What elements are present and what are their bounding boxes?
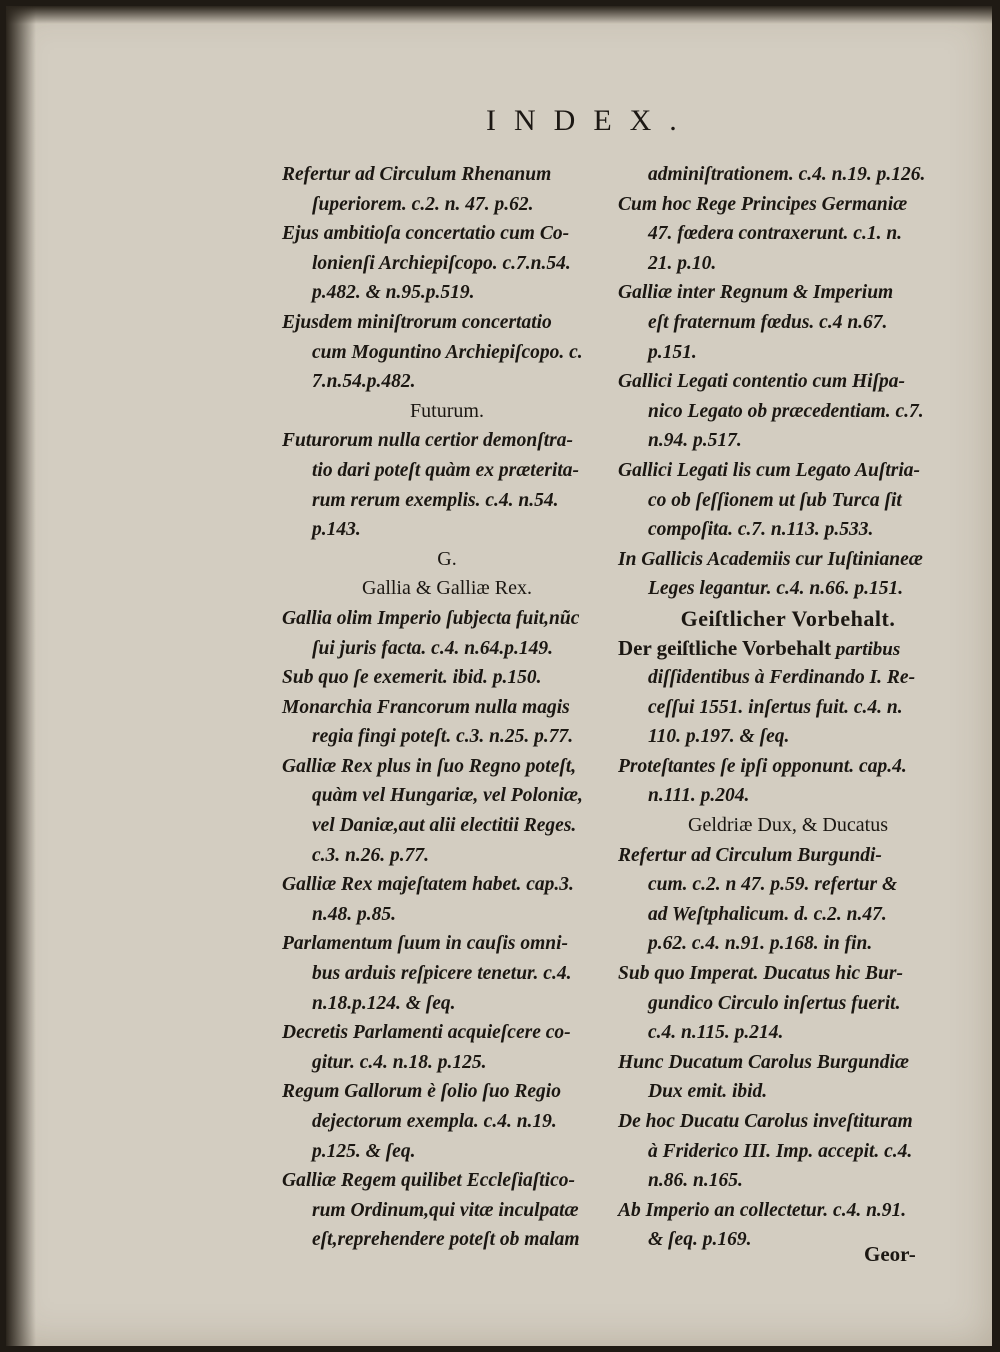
- index-entry-continuation: p.62. c.4. n.91. p.168. in fin.: [648, 933, 873, 955]
- index-entry-continuation: p.143.: [312, 519, 361, 541]
- index-entry-continuation: vel Daniӕ,aut alii electitii Reges.: [312, 815, 577, 837]
- index-entry: Gallici Legati contentio cum Hiſpa-: [618, 371, 906, 393]
- index-entry-continuation: c.4. n.115. p.214.: [648, 1022, 784, 1044]
- index-entry-continuation: p.151.: [648, 341, 697, 363]
- index-entry-continuation: adminiſtrationem. c.4. n.19. p.126.: [648, 164, 926, 185]
- index-entry: Ejusdem miniſtrorum concertatio: [282, 311, 552, 333]
- index-entry-continuation: n.94. p.517.: [648, 430, 742, 452]
- book-page: [6, 6, 992, 1346]
- index-entry-continuation: c.3. n.26. p.77.: [312, 844, 429, 866]
- index-entry: Gallici Legati lis cum Legato Auſtria-: [618, 459, 921, 481]
- index-entry-continuation: 7.n.54.p.482.: [312, 371, 416, 393]
- index-entry: Ejus ambitioſa concertatio cum Co-: [282, 223, 570, 245]
- index-entry-continuation: n.18.p.124. & ſeq.: [312, 992, 456, 1014]
- index-entry-continuation: Leges legantur. c.4. n.66. p.151.: [648, 578, 904, 600]
- index-entry-continuation: 110. p.197. & ſeq.: [648, 726, 790, 748]
- running-head: INDEX.: [486, 104, 695, 137]
- index-entry: De hoc Ducatu Carolus inveſtituram: [618, 1111, 913, 1132]
- index-entry: Galliӕ Regem quilibet Eccleſiaſtico-: [282, 1170, 575, 1192]
- index-entry-continuation: ſui juris facta. c.4. n.64.p.149.: [312, 637, 554, 659]
- index-entry-continuation: 21. p.10.: [648, 252, 717, 274]
- index-entry: Ab Imperio an collectetur. c.4. n.91.: [618, 1199, 907, 1221]
- index-heading: Geiſtlicher Vorbehalt.: [680, 605, 896, 631]
- index-entry: Decretis Parlamenti acquieſcere co-: [282, 1022, 571, 1044]
- index-entry: Sub quo Imperat. Ducatus hic Bur-: [618, 963, 903, 985]
- index-entry: Parlamentum ſuum in cauſis omni-: [282, 933, 569, 955]
- index-entry-continuation: n.86. n.165.: [648, 1170, 743, 1192]
- index-entry-continuation: p.125. & ſeq.: [312, 1140, 416, 1162]
- index-entry-continuation: quàm vel Hungariӕ, vel Poloniӕ,: [312, 785, 583, 807]
- index-heading: G.: [437, 547, 457, 570]
- index-heading: Geldriӕ Dux, & Ducatus: [688, 814, 888, 837]
- index-entry: Galliӕ Rex majeſtatem habet. cap.3.: [282, 874, 574, 896]
- index-entry-continuation: Dux emit. ibid.: [648, 1081, 768, 1103]
- index-entry-continuation: & ſeq. p.169.: [648, 1229, 752, 1251]
- index-entry-continuation: tio dari poteſt quàm ex prӕterita-: [312, 459, 580, 481]
- catchword: Geor-: [864, 1242, 916, 1266]
- index-entry: Futurorum nulla certior demonſtra-: [282, 430, 573, 452]
- index-entry: In Gallicis Academiis cur Iuſtinianeӕ: [618, 548, 923, 570]
- index-entry-roman-part: Der geiſtliche Vorbehalt: [618, 635, 832, 660]
- index-entry: Gallia olim Imperio ſubjecta fuit,nũc: [282, 607, 580, 629]
- index-entry-continuation: diſſidentibus à Ferdinando I. Re-: [648, 667, 916, 689]
- index-entry-continuation: regia fingi poteſt. c.3. n.25. p.77.: [312, 726, 574, 748]
- index-entry: Proteſtantes ſe ipſi opponunt. cap.4.: [618, 755, 907, 777]
- index-entry-italic-part: partibus: [831, 638, 901, 660]
- index-entry-continuation: eſt fraternum fœdus. c.4 n.67.: [648, 311, 888, 333]
- index-entry-continuation: co ob ſeſſionem ut ſub Turca ſit: [648, 489, 902, 511]
- index-entry: Galliӕ Rex plus in ſuo Regno poteſt,: [282, 755, 577, 777]
- index-entry-continuation: gundico Circulo inſertus fuerit.: [648, 992, 901, 1014]
- index-entry-continuation: rum rerum exemplis. c.4. n.54.: [312, 489, 559, 511]
- index-entry-continuation: compoſita. c.7. n.113. p.533.: [648, 519, 874, 541]
- index-heading: Gallia & Galliӕ Rex.: [362, 577, 532, 600]
- index-entry: Galliӕ inter Regnum & Imperium: [618, 282, 894, 304]
- index-entry: Refertur ad Circulum Rhenanum: [282, 164, 552, 185]
- index-entry-continuation: lonienſi Archiepiſcopo. c.7.n.54.: [312, 252, 571, 274]
- index-entry-continuation: nico Legato ob prӕcedentiam. c.7.: [648, 400, 924, 422]
- left-column: [282, 160, 612, 1255]
- index-entry-continuation: n.48. p.85.: [312, 903, 396, 925]
- index-entry-continuation: cum Moguntino Archiepiſcopo. c.: [312, 341, 583, 363]
- index-entry-continuation: bus arduis reſpicere tenetur. c.4.: [312, 963, 572, 985]
- index-entry-continuation: gitur. c.4. n.18. p.125.: [312, 1051, 487, 1073]
- index-entry: Hunc Ducatum Carolus Burgundiӕ: [618, 1051, 909, 1073]
- index-entry: Monarchia Francorum nulla magis: [282, 696, 570, 718]
- index-entry: Cum hoc Rege Principes Germaniӕ: [618, 193, 908, 215]
- index-entry-continuation: n.111. p.204.: [648, 785, 750, 807]
- index-entry: Sub quo ſe exemerit. ibid. p.150.: [282, 667, 542, 689]
- index-entry: Refertur ad Circulum Burgundi-: [618, 844, 882, 866]
- index-entry-continuation: ceſſui 1551. inſertus fuit. c.4. n.: [648, 696, 903, 718]
- index-entry-continuation: eſt,reprehendere poteſt ob malam: [312, 1229, 580, 1251]
- index-entry-continuation: cum. c.2. n 47. p.59. refertur &: [648, 874, 898, 896]
- index-entry-continuation: ſuperiorem. c.2. n. 47. p.62.: [312, 193, 534, 215]
- index-entry-continuation: ad Weſtphalicum. d. c.2. n.47.: [648, 903, 887, 925]
- index-entry-continuation: p.482. & n.95.p.519.: [312, 282, 475, 304]
- index-entry-continuation: 47. fœdera contraxerunt. c.1. n.: [648, 223, 903, 245]
- index-entry-continuation: à Friderico III. Imp. accepit. c.4.: [648, 1140, 913, 1162]
- index-entry-continuation: dejectorum exempla. c.4. n.19.: [312, 1111, 557, 1132]
- index-heading: Futurum.: [410, 399, 484, 422]
- right-column: [618, 160, 958, 1255]
- index-entry-continuation: rum Ordinum,qui vitӕ inculpatӕ: [312, 1199, 579, 1221]
- index-entry: [618, 634, 958, 664]
- index-entry: Regum Gallorum è ſolio ſuo Regio: [282, 1081, 561, 1103]
